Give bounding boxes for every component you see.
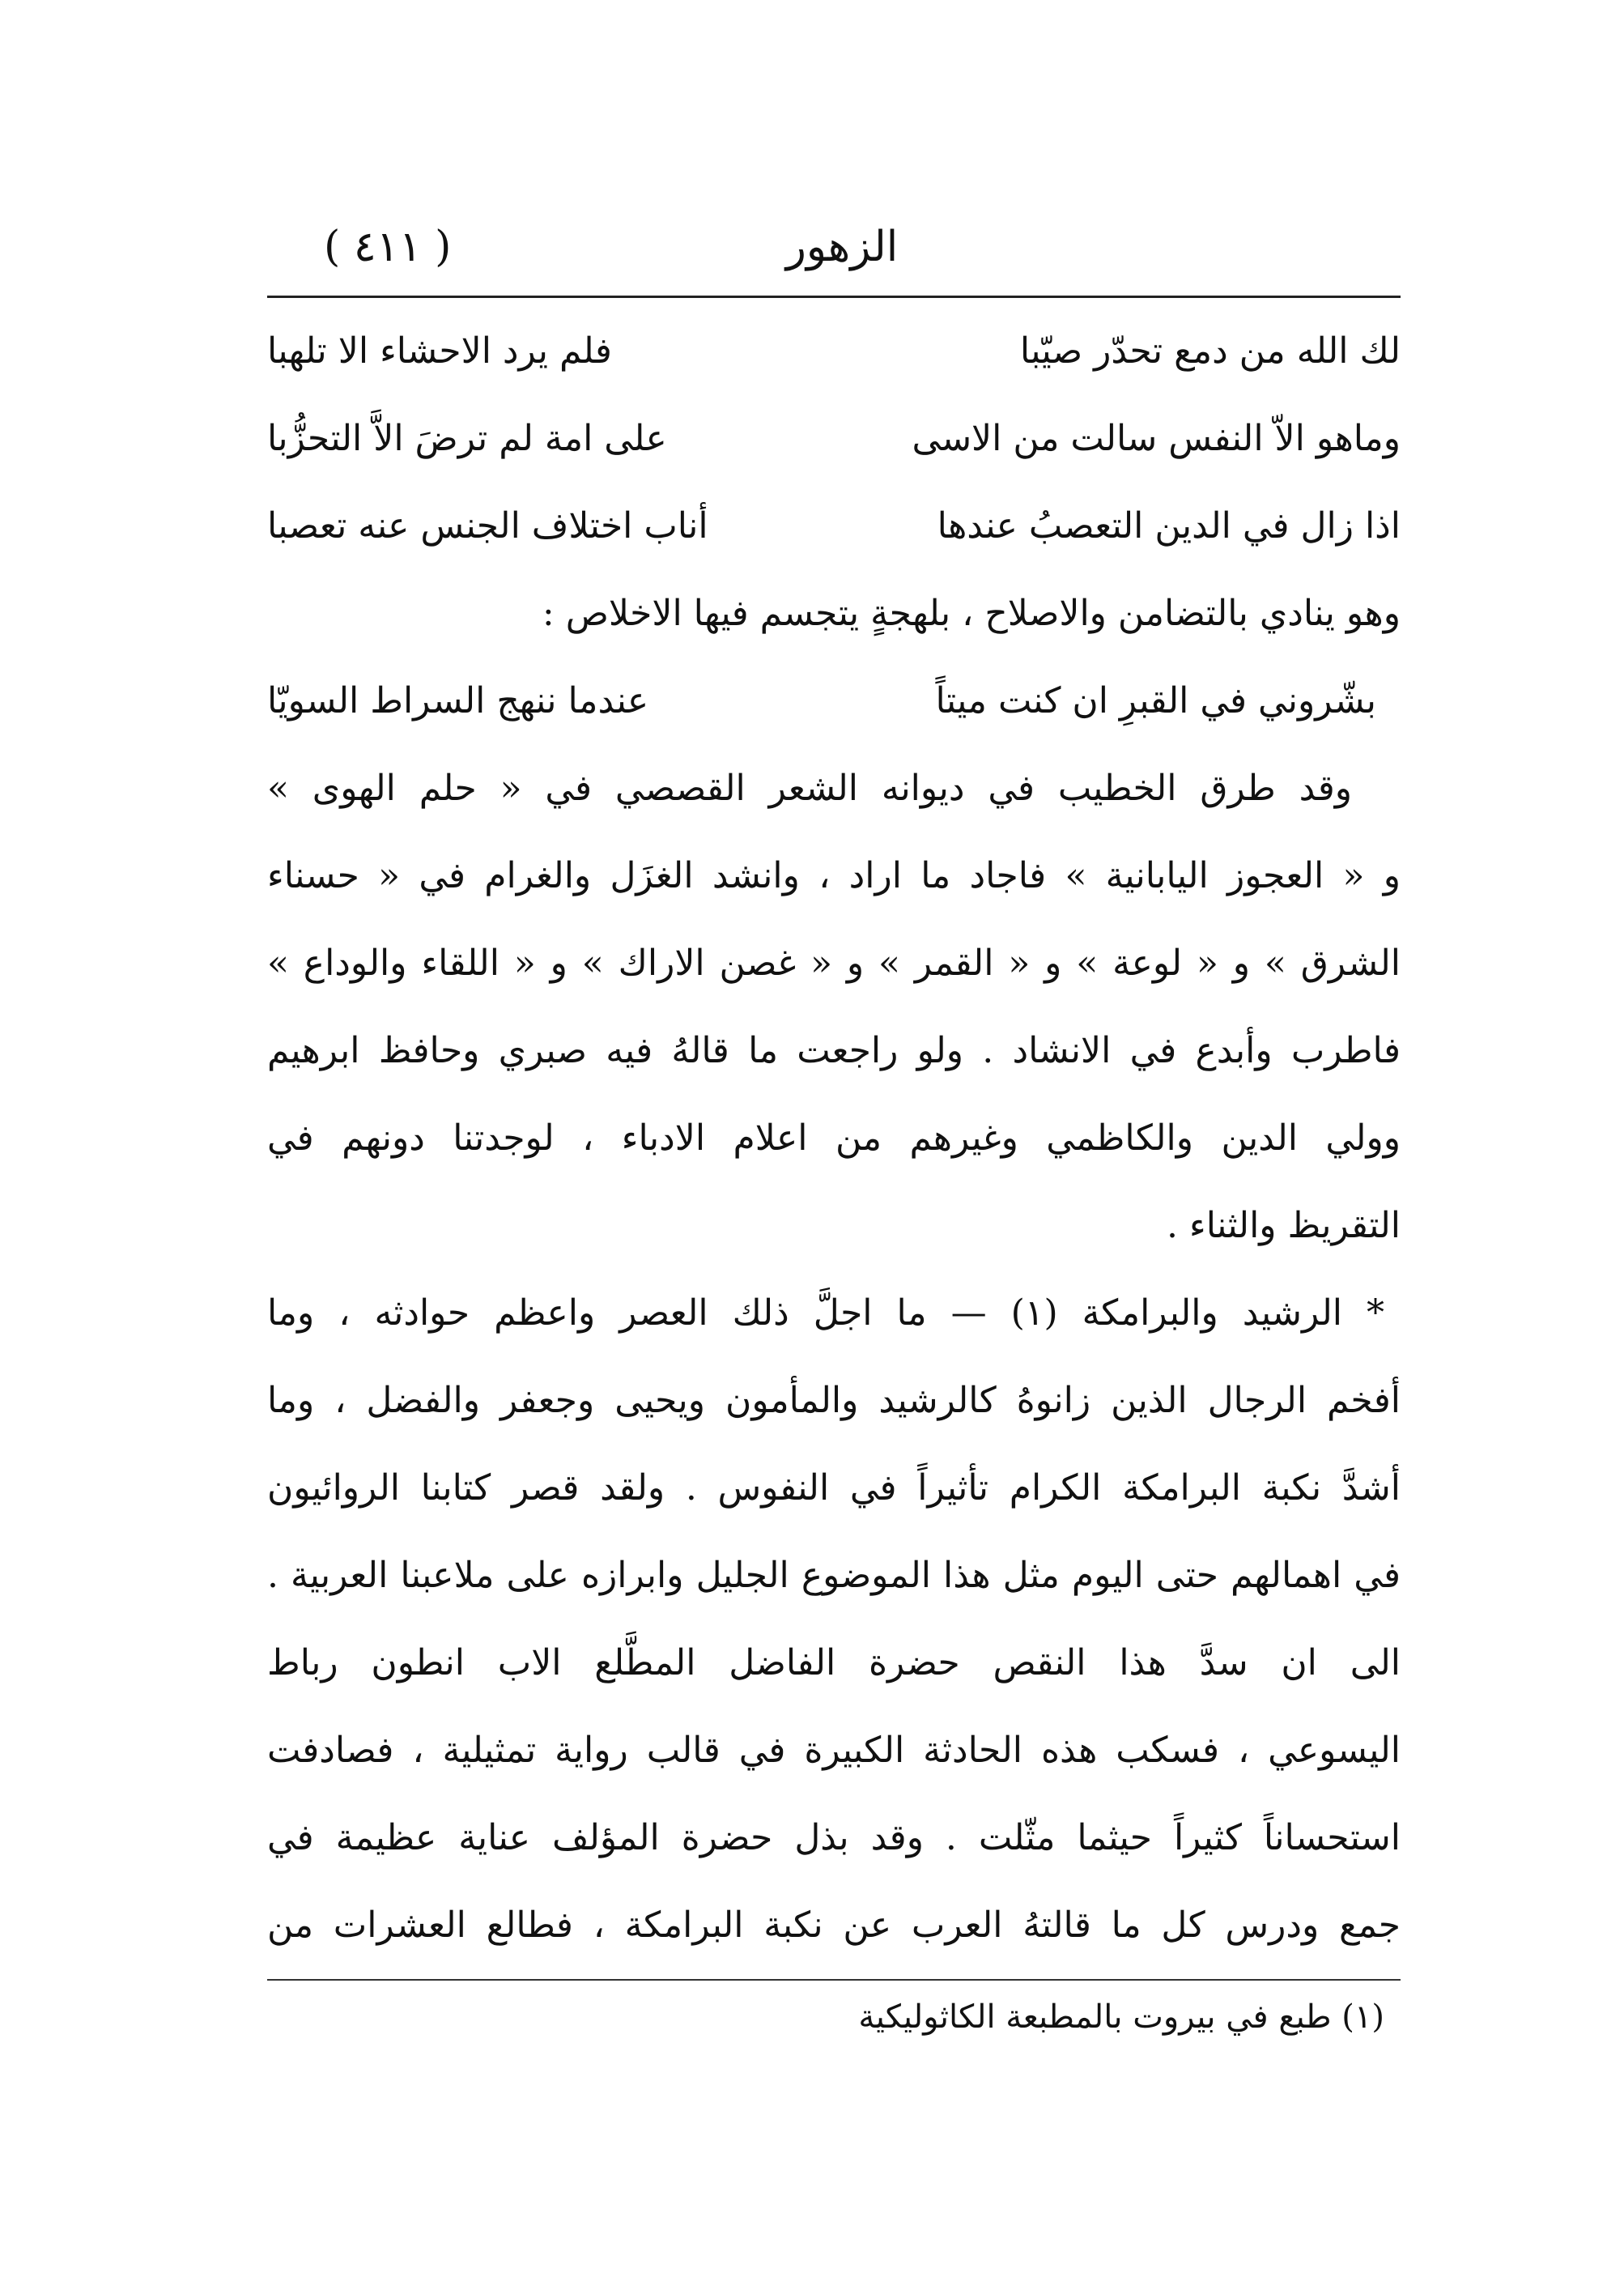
verse-hemistich-first: وماهو الاّ النفس سالت من الاسى (912, 418, 1401, 459)
paragraph-line: التقريظ والثناء . (1167, 1205, 1401, 1246)
paragraph-line: أشدَّ نكبة البرامكة الكرام تأثيراً في النفوس . ولقد قصر كتابنا الروائيون (267, 1467, 1401, 1509)
running-title: الزهور (785, 223, 899, 271)
page-content (267, 308, 1401, 2054)
verse-line (267, 395, 1401, 483)
paragraph-line: أفخم الرجال الذين زانوهُ كالرشيد والمأمون ويحيى وجعفر والفضل ، وما (267, 1380, 1401, 1421)
page-header (267, 202, 1401, 292)
paragraph-line: وقد طرق الخطيب في ديوانه الشعر القصصي في « حلم الهوى » (267, 768, 1352, 809)
footnote: (١) طبع في بيروت بالمطبعة الكاثوليكية (858, 1998, 1384, 2036)
paragraph-rashid-barmakids (267, 1270, 1401, 1969)
paragraph-line: وولي الدين والكاظمي وغيرهم من اعلام الادباء ، لوجدتنا دونهم في (267, 1117, 1401, 1159)
verse-line (267, 308, 1401, 395)
verse-line (267, 483, 1401, 570)
verse-hemistich-first: اذا زال في الدين التعصبُ عندها (937, 505, 1401, 547)
paragraph-line: في اهمالهم حتى اليوم مثل هذا الموضوع الجليل وابرازه على ملاعبنا العربية . (267, 1555, 1401, 1596)
verse-hemistich-first: لك الله من دمع تحدّر صيّبا (1019, 330, 1401, 372)
verse-hemistich-second: أناب اختلاف الجنس عنه تعصبا (267, 505, 708, 547)
paragraph-line: الشرق » و « لوعة » و « القمر » و « غصن الاراك » و « اللقاء والوداع » (267, 943, 1401, 984)
paragraph-line: الى ان سدَّ هذا النقص حضرة الفاضل المطَّلع الاب انطون رباط (267, 1642, 1401, 1683)
verse-hemistich-second: عندما ننهج السراط السويّا (267, 680, 649, 721)
book-page (267, 202, 1401, 2054)
header-rule (267, 296, 1401, 298)
paragraph-line: جمع ودرس كل ما قالتهُ العرب عن نكبة البرامكة ، فطالع العشرات من (267, 1905, 1401, 1946)
verse-line (267, 658, 1401, 745)
verse-hemistich-second: فلم يرد الاحشاء الا تلهبا (267, 330, 612, 372)
verse-hemistich-second: على امة لم ترضَ الاَّ التحزُّبا (267, 418, 667, 459)
paragraph-line: و « العجوز اليابانية » فاجاد ما اراد ، وانشد الغزَل والغرام في « حسناء (267, 855, 1401, 896)
page-number: ( ٤١١ ) (324, 223, 452, 271)
paragraph-line: فاطرب وأبدع في الانشاد . ولو راجعت ما قالهُ فيه صبري وحافظ ابرهيم (267, 1030, 1401, 1071)
paragraph-line: اليسوعي ، فسكب هذه الحادثة الكبيرة في قالب رواية تمثيلية ، فصادفت (267, 1730, 1401, 1771)
intro-line: وهو ينادي بالتضامن والاصلاح ، بلهجةٍ يتجسم فيها الاخلاص : (542, 593, 1401, 634)
paragraph-line: * الرشيد والبرامكة (١) — ما اجلَّ ذلك العصر واعظم حوادثه ، وما (267, 1292, 1385, 1334)
paragraph-poetry-review (267, 745, 1401, 1270)
paragraph-line: استحساناً كثيراً حيثما مثّلت . وقد بذل حضرة المؤلف عناية عظيمة في (267, 1817, 1401, 1858)
verse-hemistich-first: بشّروني في القبرِ ان كنت ميتاً (935, 680, 1376, 721)
